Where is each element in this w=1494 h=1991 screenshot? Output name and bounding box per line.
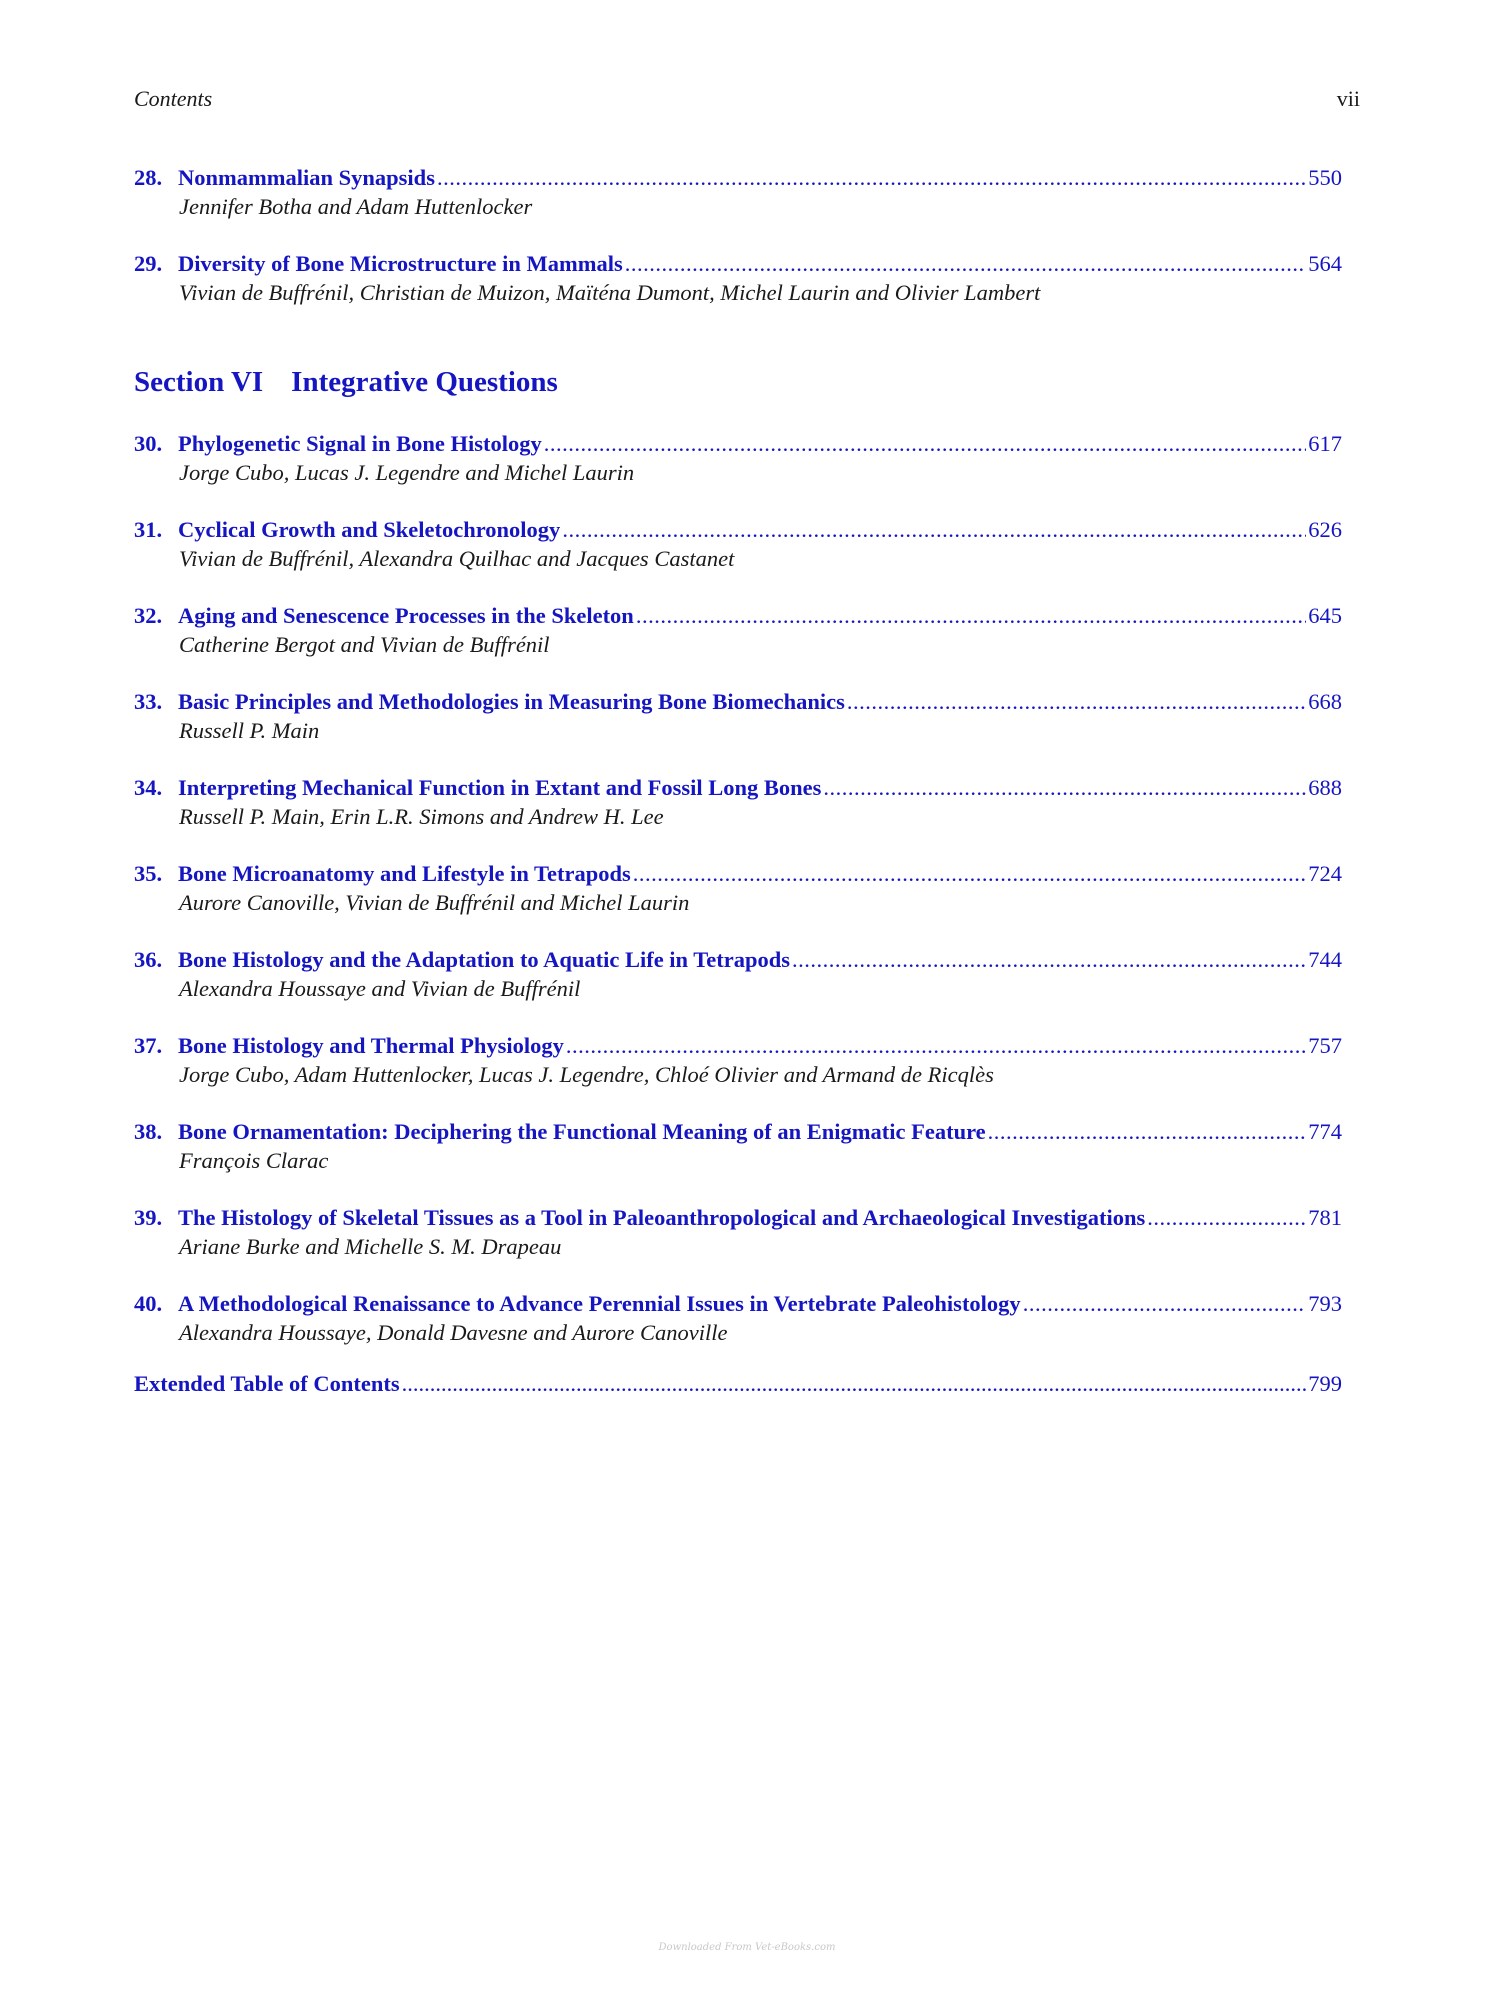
chapter-number: 38. (134, 1119, 163, 1144)
chapter-page-link[interactable]: 793 (1308, 1291, 1342, 1316)
chapter-title-link[interactable]: Bone Histology and the Adaptation to Aquatic Life in Tetrapods (178, 947, 790, 972)
dot-leader (847, 688, 1306, 716)
toc-entry-29[interactable] (134, 250, 1342, 307)
chapter-page-link[interactable]: 645 (1308, 603, 1342, 628)
chapter-authors: Russell P. Main, Erin L.R. Simons and Andrew H. Lee (179, 804, 664, 829)
chapter-authors: Catherine Bergot and Vivian de Buffrénil (179, 632, 550, 657)
chapter-page-link[interactable]: 617 (1308, 431, 1342, 456)
dot-leader (562, 516, 1306, 544)
chapter-title-link[interactable]: Aging and Senescence Processes in the Skeleton (178, 603, 634, 628)
toc-entry-28[interactable] (134, 164, 1342, 221)
dot-leader (437, 164, 1306, 192)
download-watermark: Downloaded From Vet-eBooks.com (658, 1942, 836, 1953)
chapter-authors: Alexandra Houssaye, Donald Davesne and Aurore Canoville (179, 1320, 728, 1345)
toc-entry-35[interactable] (134, 860, 1342, 917)
chapter-authors: Aurore Canoville, Vivian de Buffrénil and Michel Laurin (179, 890, 690, 915)
toc-entry-30[interactable] (134, 430, 1342, 487)
chapter-authors: Jorge Cubo, Adam Huttenlocker, Lucas J. Legendre, Chloé Olivier and Armand de Ricqlès (179, 1062, 994, 1087)
chapter-number: 28. (134, 165, 163, 190)
chapter-title-link[interactable]: Diversity of Bone Microstructure in Mammals (178, 251, 623, 276)
dot-leader (1147, 1204, 1306, 1232)
chapter-number: 40. (134, 1291, 163, 1316)
dot-leader (544, 430, 1306, 458)
toc-entry-37[interactable] (134, 1032, 1342, 1089)
chapter-authors: Ariane Burke and Michelle S. M. Drapeau (179, 1234, 562, 1259)
chapter-authors: Jennifer Botha and Adam Huttenlocker (179, 194, 533, 219)
chapter-authors: Alexandra Houssaye and Vivian de Buffrénil (179, 976, 581, 1001)
toc-entry-38[interactable] (134, 1118, 1342, 1175)
chapter-page-link[interactable]: 564 (1308, 251, 1342, 276)
dot-leader (988, 1118, 1307, 1146)
chapter-page-link[interactable]: 626 (1308, 517, 1342, 542)
toc-entry-32[interactable] (134, 602, 1342, 659)
chapter-title-link[interactable]: Nonmammalian Synapsids (178, 165, 435, 190)
toc-entry-extended-contents[interactable] (134, 1370, 1342, 1398)
chapter-page-link[interactable]: 781 (1308, 1205, 1342, 1230)
dot-leader (823, 774, 1306, 802)
chapter-title-link[interactable]: Bone Histology and Thermal Physiology (178, 1033, 564, 1058)
dot-leader (402, 1370, 1307, 1398)
chapter-authors: Vivian de Buffrénil, Christian de Muizon, Maïténa Dumont, Michel Laurin and Olivier Lambert (179, 280, 1041, 305)
chapter-authors: Russell P. Main (179, 718, 320, 743)
chapter-number: 30. (134, 431, 163, 456)
toc-entry-39[interactable] (134, 1204, 1342, 1261)
chapter-authors: François Clarac (179, 1148, 329, 1173)
dot-leader (625, 250, 1307, 278)
chapter-authors: Jorge Cubo, Lucas J. Legendre and Michel Laurin (179, 460, 635, 485)
chapter-number: 36. (134, 947, 163, 972)
chapter-number: 32. (134, 603, 163, 628)
chapter-page-link[interactable]: 774 (1308, 1119, 1342, 1144)
section-heading (134, 366, 558, 399)
chapter-page-link[interactable]: 688 (1308, 775, 1342, 800)
toc-entry-33[interactable] (134, 688, 1342, 745)
chapter-number: 31. (134, 517, 163, 542)
chapter-title-link[interactable]: Cyclical Growth and Skeletochronology (178, 517, 561, 542)
running-head-title: Contents (134, 86, 213, 111)
chapter-number: 37. (134, 1033, 163, 1058)
toc-entry-31[interactable] (134, 516, 1342, 573)
dot-leader (1023, 1290, 1307, 1318)
chapter-title-link[interactable]: A Methodological Renaissance to Advance Perennial Issues in Vertebrate Paleohistology (178, 1291, 1021, 1316)
chapter-title-link[interactable]: Bone Microanatomy and Lifestyle in Tetrapods (178, 861, 631, 886)
toc-entry-40[interactable] (134, 1290, 1342, 1347)
chapter-page-link[interactable]: 744 (1308, 947, 1342, 972)
chapter-page-link[interactable]: 668 (1308, 689, 1342, 714)
chapter-number: 33. (134, 689, 163, 714)
toc-entry-34[interactable] (134, 774, 1342, 831)
section-label: Section VI (134, 366, 264, 398)
chapter-title-link[interactable]: The Histology of Skeletal Tissues as a Tool in Paleoanthropological and Archaeological Investigations (178, 1205, 1146, 1230)
chapter-title-link[interactable]: Basic Principles and Methodologies in Measuring Bone Biomechanics (178, 689, 845, 714)
chapter-page-link[interactable]: 757 (1308, 1033, 1342, 1058)
chapter-page-link[interactable]: 550 (1308, 165, 1342, 190)
chapter-title-link[interactable]: Phylogenetic Signal in Bone Histology (178, 431, 542, 456)
chapter-title-link[interactable]: Bone Ornamentation: Deciphering the Functional Meaning of an Enigmatic Feature (178, 1119, 986, 1144)
chapter-number: 39. (134, 1205, 163, 1230)
dot-leader (636, 602, 1306, 630)
chapter-number: 29. (134, 251, 163, 276)
chapter-number: 34. (134, 775, 163, 800)
chapter-authors: Vivian de Buffrénil, Alexandra Quilhac and Jacques Castanet (179, 546, 735, 571)
chapter-title-link[interactable]: Interpreting Mechanical Function in Extant and Fossil Long Bones (178, 775, 822, 800)
dot-leader (633, 860, 1307, 888)
section-title: Integrative Questions (291, 366, 558, 398)
extended-contents-link[interactable]: Extended Table of Contents (134, 1371, 400, 1396)
toc-entry-36[interactable] (134, 946, 1342, 1003)
dot-leader (792, 946, 1306, 974)
chapter-page-link[interactable]: 724 (1308, 861, 1342, 886)
chapter-number: 35. (134, 861, 163, 886)
running-head-page-number: vii (1336, 86, 1360, 111)
extended-contents-page-link[interactable]: 799 (1308, 1371, 1342, 1396)
running-head (134, 86, 1360, 112)
dot-leader (566, 1032, 1306, 1060)
